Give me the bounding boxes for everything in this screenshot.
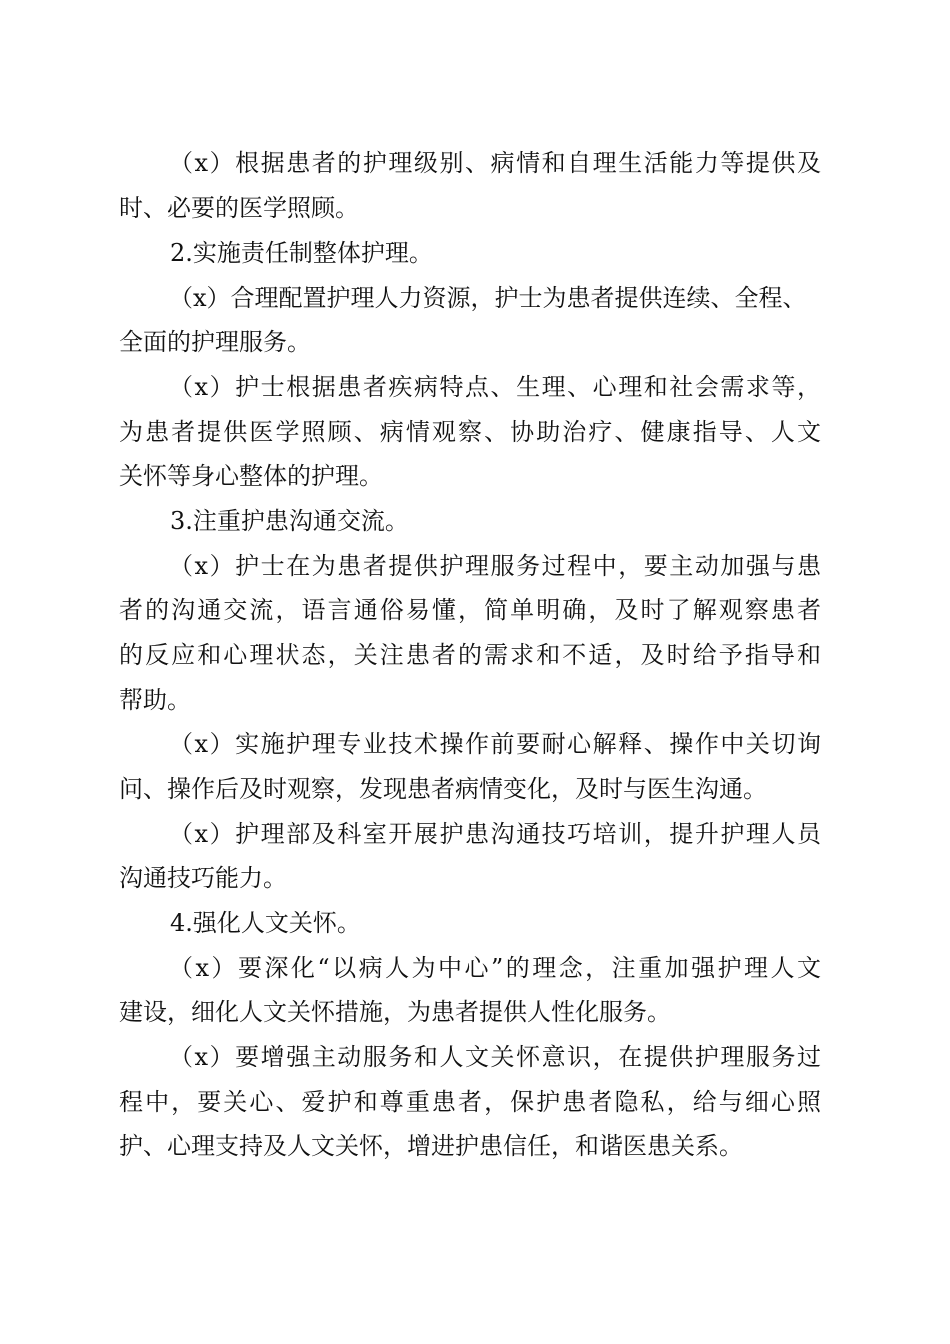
text-line-15: 问、操作后及时观察，发现患者病情变化，及时与医生沟通。 [119,775,767,803]
text-line-2: 时、必要的医学照顾。 [119,194,359,222]
text-line-21: （x）要增强主动服务和人文关怀意识，在提供护理服务过 [169,1043,821,1071]
text-line-7: 为患者提供医学照顾、病情观察、协助治疗、健康指导、人文 [119,418,821,446]
text-line-22: 程中，要关心、爱护和尊重患者，保护患者隐私，给与细心照 [119,1088,821,1116]
text-line-10: （x）护士在为患者提供护理服务过程中，要主动加强与患 [169,552,821,580]
section-heading-3: 3.注重护患沟通交流。 [170,507,409,535]
text-line-1: （x）根据患者的护理级别、病情和自理生活能力等提供及 [169,149,821,177]
text-line-4: （x）合理配置护理人力资源，护士为患者提供连续、全程、 [169,284,807,312]
text-line-20: 建设，细化人文关怀措施，为患者提供人性化服务。 [119,998,671,1026]
text-line-23: 护、心理支持及人文关怀，增进护患信任，和谐医患关系。 [119,1132,743,1160]
text-line-16: （x）护理部及科室开展护患沟通技巧培训，提升护理人员 [169,820,821,848]
text-line-14: （x）实施护理专业技术操作前要耐心解释、操作中关切询 [169,730,821,758]
section-heading-2: 2.实施责任制整体护理。 [170,239,433,267]
text-line-11: 者的沟通交流，语言通俗易懂，简单明确，及时了解观察患者 [119,596,821,624]
section-heading-4: 4.强化人文关怀。 [170,909,361,937]
text-line-6: （x）护士根据患者疾病特点、生理、心理和社会需求等， [169,373,821,401]
text-line-5: 全面的护理服务。 [119,328,311,356]
text-line-8: 关怀等身心整体的护理。 [119,462,383,490]
text-line-19: （x）要深化“以病人为中心”的理念，注重加强护理人文 [169,954,821,982]
text-line-12: 的反应和心理状态，关注患者的需求和不适，及时给予指导和 [119,641,821,669]
text-line-17: 沟通技巧能力。 [119,864,287,892]
text-line-13: 帮助。 [119,686,191,714]
